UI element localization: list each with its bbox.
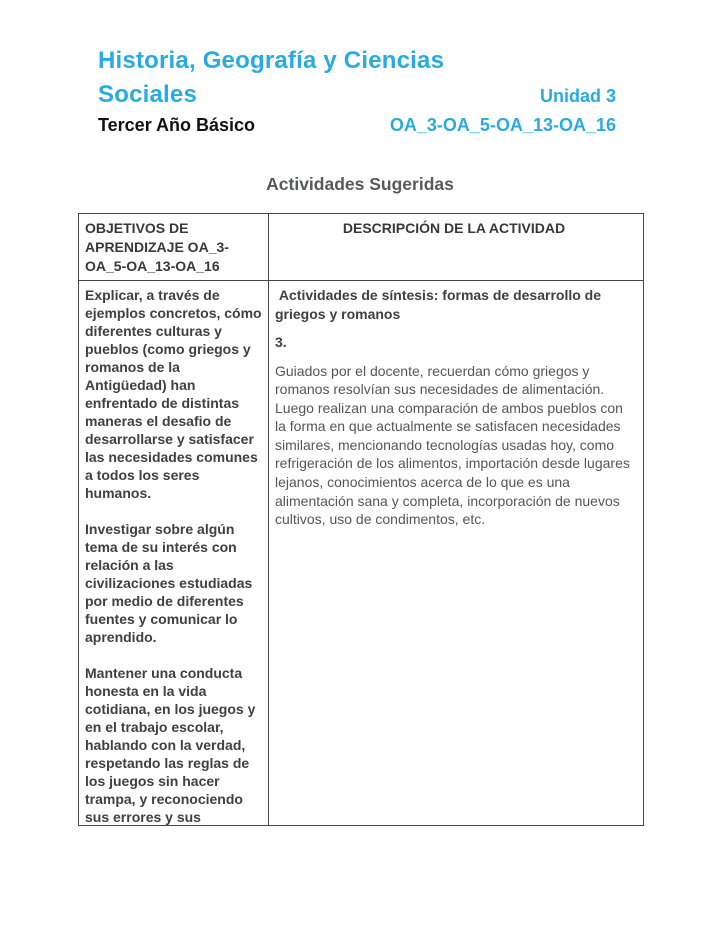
objectives-column-header: OBJETIVOS DE APRENDIZAJE OA_3-OA_5-OA_13-OA_16: [79, 214, 269, 280]
activity-cell: [269, 281, 643, 825]
table-header-row: [79, 214, 643, 281]
doc-header-row2: [98, 78, 616, 112]
objectives-cell: [79, 281, 269, 825]
activity-title: Actividades de síntesis: formas de desarrollo de griegos y romanos: [275, 287, 605, 322]
description-column-header: DESCRIPCIÓN DE LA ACTIVIDAD: [342, 220, 566, 236]
doc-header-row3: [98, 112, 616, 139]
section-heading: Actividades Sugeridas: [266, 174, 454, 194]
activity-description: Guiados por el docente, recuerdan cómo griegos y romanos resolvían sus necesidades de alimentación. Luego realizan una comparación de ambos pueblos con la forma en que actualmente se satisfacen necesidades similares, mencionando tecnologías usadas hoy, como refrigeración de los alimentos, importación desde lugares lejanos, conocimientos acerca de lo que es una alimentación sana y completa, incorporación de nuevos cultivos, uso de condimentos, etc.: [275, 362, 630, 528]
doc-title-line1: Historia, Geografía y Ciencias: [98, 47, 445, 74]
table-body-row: [79, 281, 643, 825]
unit-label: Unidad 3: [539, 86, 616, 106]
doc-header: [98, 44, 616, 139]
grade-label: Tercer Año Básico: [98, 115, 256, 135]
activity-number: 3.: [275, 334, 287, 350]
objective-paragraph: Mantener una conducta honesta en la vida cotidiana, en los juegos y en el trabajo escolar, hablando con la verdad, respetando las reglas de los juegos sin hacer trampa, y reconociendo sus errores y sus: [85, 665, 256, 825]
oa-codes: OA_3-OA_5-OA_13-OA_16: [389, 115, 616, 135]
objective-paragraph: Investigar sobre algún tema de su interés con relación a las civilizaciones estudiadas por medio de diferentes fuentes y comunicar lo aprendido.: [85, 521, 253, 645]
activities-table: [78, 213, 644, 826]
doc-title-line2: Sociales: [98, 81, 197, 108]
objective-paragraph: Explicar, a través de ejemplos concretos, cómo diferentes culturas y pueblos (como griegos y romanos de la Antigüedad) han enfrentado de distintas maneras el desafio de desarrollarse y satisfacer las necesidades comunes a todos los seres humanos.: [85, 287, 262, 501]
